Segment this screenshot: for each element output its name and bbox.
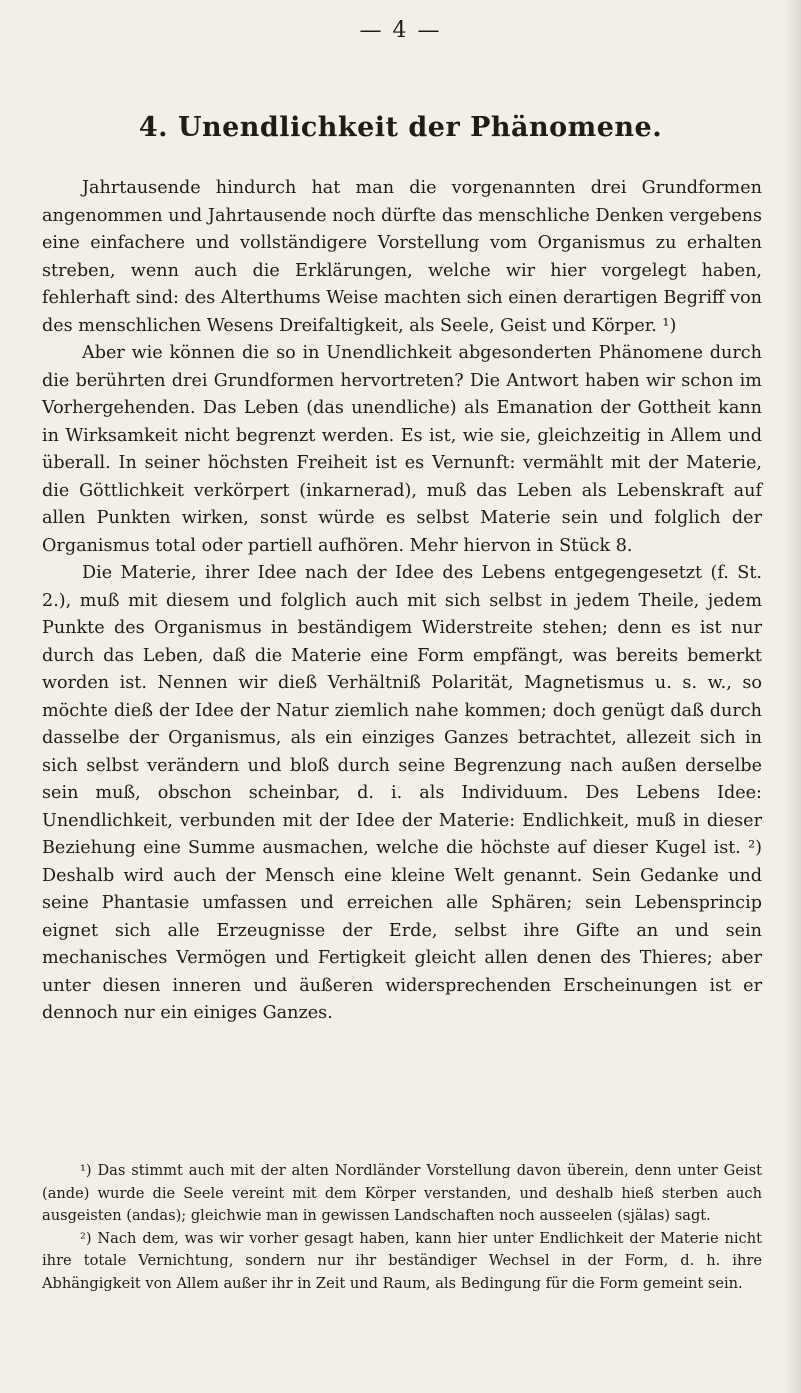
footnote: ²) Nach dem, was wir vorher gesagt haben, kann hier unter Endlichkeit der Materie nicht ihre totale Vernichtung, sondern nur ihr beständiger Wechsel in der Form, d. h. ihre Abhängigkeit von Allem außer ihr in Zeit und Raum, als Bedingung für die Form gemeint sein. [42, 1229, 762, 1292]
section-heading: 4. Unendlichkeit der Phänomene. [138, 112, 663, 143]
page-edge-shadow [783, 0, 801, 1393]
footnote: ¹) Das stimmt auch mit der alten Nordländer Vorstellung davon überein, denn unter Geist (ande) wurde die Seele vereint mit dem Körper verstanden, und deshalb hieß sterben auch ausgeisten (andas); gleichwie man in gewissen Landschaften noch ausseelen (själas) sagt. [42, 1162, 762, 1224]
page-number: — 4 — [359, 18, 442, 43]
paragraph: Die Materie, ihrer Idee nach der Idee des Lebens entgegengesetzt (f. St. 2.), muß mit diesem und folglich auch mit sich selbst in jedem Theile, jedem Punkte des Organismus in beständigem Widerstreite stehen; denn es ist nur durch das Leben, daß die Materie eine Form empfängt, was bereits bemerkt worden ist. Nennen wir dieß Verhältniß Polarität, Magnetismus u. s. w., so möchte dieß der Idee der Natur ziemlich nahe kommen; doch genügt daß durch dasselbe der Organismus, als ein einziges Ganzes betrachtet, allezeit sich in sich selbst verändern und bloß durch seine Begrenzung nach außen derselbe sein muß, obschon scheinbar, d. i. als Individuum. Des Lebens Idee: Unendlichkeit, verbunden mit der Idee der Materie: Endlichkeit, muß in dieser Beziehung eine Summe ausmachen, welche die höchste auf dieser Kugel ist. ²) Deshalb wird auch der Mensch eine kleine Welt genannt. Sein Gedanke und seine Phantasie umfassen und erreichen alle Sphären; sein Lebensprincip eignet sich alle Erzeugnisse der Erde, selbst ihre Gifte an und sein mechanisches Vermögen und Fertigkeit gleicht allen denen des Thieres; aber unter diesen inneren und äußeren widersprechenden Erscheinungen ist er dennoch nur ein einiges Ganzes. [42, 563, 762, 1023]
paragraph: Aber wie können die so in Unendlichkeit abgesonderten Phänomene durch die berührten drei Grundformen hervortreten? Die Antwort haben wir schon im Vorhergehenden. Das Leben (das unendliche) als Emanation der Gottheit kann in Wirksamkeit nicht begrenzt werden. Es ist, wie sie, gleichzeitig in Allem und überall. In seiner höchsten Freiheit ist es Vernunft: vermählt mit der Materie, die Göttlichkeit verkörpert (inkarnerad), muß das Leben als Lebenskraft auf allen Punkten wirken, sonst würde es selbst Materie sein und folglich der Organismus total oder partiell aufhören. Mehr hiervon in Stück 8. [42, 343, 762, 556]
main-text [42, 175, 762, 1028]
footnotes [42, 1160, 762, 1295]
paragraph: Jahrtausende hindurch hat man die vorgenannten drei Grundformen angenommen und Jahrtausende noch dürfte das menschliche Denken vergebens eine einfachere und vollständigere Vorstellung vom Organismus zu erhalten streben, wenn auch die Erklärungen, welche wir hier vorgelegt haben, fehlerhaft sind: des Alterthums Weise machten sich einen derartigen Begriff von des menschlichen Wesens Dreifaltigkeit, als Seele, Geist und Körper. ¹) [42, 178, 762, 336]
